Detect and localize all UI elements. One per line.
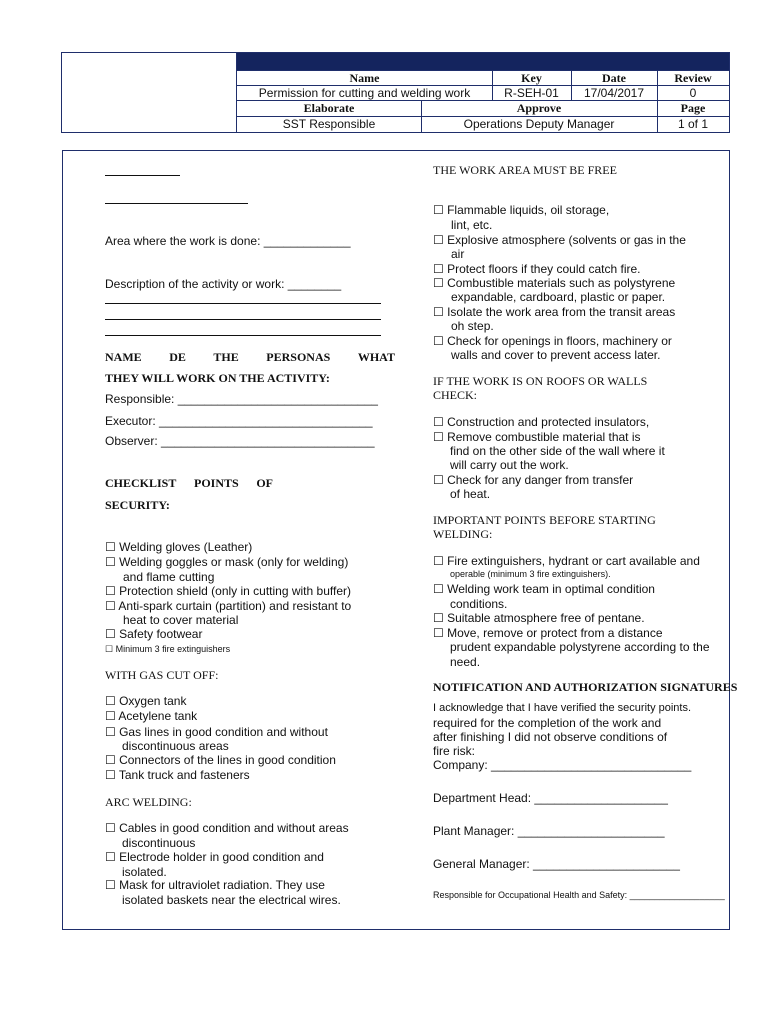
blank-line[interactable] xyxy=(105,203,248,204)
free-area-item-continued: lint, etc. xyxy=(451,218,493,232)
arc-item[interactable]: ☐ Mask for ultraviolet radiation. They use xyxy=(105,878,325,892)
description-line[interactable] xyxy=(105,319,381,320)
checklist-heading-word: POINTS xyxy=(194,476,239,490)
important-heading-line2: WELDING: xyxy=(433,527,493,541)
checklist-item[interactable]: ☐ Protection shield (only in cutting with buffer) xyxy=(105,584,351,598)
observer-field[interactable]: Observer: ________________________________ xyxy=(105,434,375,448)
checklist-item[interactable]: ☐ Safety footwear xyxy=(105,627,203,641)
checklist-heading-word: OF xyxy=(256,476,273,490)
header-band xyxy=(237,53,729,71)
important-item-continued: conditions. xyxy=(450,597,508,611)
important-item[interactable]: ☐ Welding work team in optimal condition xyxy=(433,582,655,596)
important-item[interactable]: ☐ Suitable atmosphere free of pentane. xyxy=(433,611,645,625)
general-manager-signature-field[interactable]: General Manager: ______________________ xyxy=(433,857,680,871)
description-field[interactable]: Description of the activity or work: ________ xyxy=(105,277,342,291)
department-head-signature-field[interactable]: Department Head: ____________________ xyxy=(433,791,668,805)
header-elaborate-value: SST Responsible xyxy=(282,117,376,131)
header-page-value: 1 of 1 xyxy=(677,117,709,131)
important-item-continued: need. xyxy=(450,655,481,669)
logo-area xyxy=(62,53,237,132)
gas-item[interactable]: ☐ Acetylene tank xyxy=(105,709,198,723)
persons-heading-line2: THEY WILL WORK ON THE ACTIVITY: xyxy=(105,371,330,385)
free-area-item-continued: oh step. xyxy=(451,319,494,333)
header-page-label: Page xyxy=(680,101,706,115)
checklist-heading xyxy=(105,476,273,490)
arc-item[interactable]: ☐ Cables in good condition and without areas xyxy=(105,821,349,835)
responsible-field[interactable]: Responsible: ______________________________ xyxy=(105,392,378,406)
document-header xyxy=(61,52,730,133)
header-key-label: Key xyxy=(521,71,542,85)
free-area-item[interactable]: ☐ Combustible materials such as polystyrene xyxy=(433,276,676,290)
arc-item-continued: isolated. xyxy=(122,865,167,879)
acknowledgement-text: after finishing I did not observe conditions of xyxy=(433,730,668,744)
checklist-item[interactable]: ☐ Minimum 3 fire extinguishers xyxy=(105,644,231,654)
blank-line[interactable] xyxy=(105,175,180,176)
free-area-item[interactable]: ☐ Protect floors if they could catch fire. xyxy=(433,262,641,276)
checklist-heading-word: CHECKLIST xyxy=(105,476,177,490)
important-heading: IMPORTANT POINTS BEFORE STARTING xyxy=(433,513,656,527)
gas-item[interactable]: ☐ Oxygen tank xyxy=(105,694,187,708)
header-approve-value: Operations Deputy Manager xyxy=(463,117,615,131)
important-item[interactable]: ☐ Move, remove or protect from a distance xyxy=(433,626,663,640)
checklist-heading-line2: SECURITY: xyxy=(105,498,170,512)
roofs-item-continued: of heat. xyxy=(450,487,491,501)
checklist-item-continued: and flame cutting xyxy=(123,570,215,584)
checklist-item[interactable]: ☐ Welding gloves (Leather) xyxy=(105,540,253,554)
executor-field[interactable]: Executor: ________________________________ xyxy=(105,414,373,428)
header-elaborate-label: Elaborate xyxy=(303,101,355,115)
notification-heading: NOTIFICATION AND AUTHORIZATION SIGNATURES xyxy=(433,680,738,694)
header-date-value: 17/04/2017 xyxy=(583,86,645,100)
persons-heading-word: NAME xyxy=(105,350,142,364)
arc-item-continued: discontinuous xyxy=(122,836,196,850)
free-area-item[interactable]: ☐ Isolate the work area from the transit areas xyxy=(433,305,676,319)
roofs-item-continued: find on the other side of the wall where it xyxy=(450,444,665,458)
acknowledgement-text: fire risk: xyxy=(433,744,475,758)
persons-heading xyxy=(105,350,395,364)
arc-item[interactable]: ☐ Electrode holder in good condition and xyxy=(105,850,324,864)
gas-item[interactable]: ☐ Tank truck and fasteners xyxy=(105,768,250,782)
free-area-item[interactable]: ☐ Flammable liquids, oil storage, xyxy=(433,203,610,217)
gas-item-continued: discontinuous areas xyxy=(122,739,229,753)
header-name-value: Permission for cutting and welding work xyxy=(258,86,471,100)
gas-item[interactable]: ☐ Connectors of the lines in good condition xyxy=(105,753,336,767)
checklist-item[interactable]: ☐ Welding goggles or mask (only for welding) xyxy=(105,555,349,569)
sst-signature-field[interactable]: Responsible for Occupational Health and Safety: ___________________ xyxy=(433,890,725,900)
gas-heading: WITH GAS CUT OFF: xyxy=(105,668,219,682)
description-line[interactable] xyxy=(105,303,381,304)
free-area-heading: THE WORK AREA MUST BE FREE xyxy=(433,163,617,177)
acknowledgement-text: I acknowledge that I have verified the security points. xyxy=(433,702,692,714)
arc-item-continued: isolated baskets near the electrical wires. xyxy=(122,893,341,907)
roofs-heading: IF THE WORK IS ON ROOFS OR WALLS xyxy=(433,374,648,388)
work-area-field[interactable]: Area where the work is done: _____________ xyxy=(105,234,351,248)
free-area-item[interactable]: ☐ Check for openings in floors, machinery or xyxy=(433,334,672,348)
roofs-heading-line2: CHECK: xyxy=(433,388,478,402)
checklist-item-continued: heat to cover material xyxy=(123,613,239,627)
free-area-item-continued: expandable, cardboard, plastic or paper. xyxy=(451,290,666,304)
free-area-item-continued: walls and cover to prevent access later. xyxy=(451,348,661,362)
important-item-continued: operable (minimum 3 fire extinguishers). xyxy=(450,569,611,579)
header-key-value: R-SEH-01 xyxy=(504,86,559,100)
gas-item[interactable]: ☐ Gas lines in good condition and without xyxy=(105,725,328,739)
roofs-item[interactable]: ☐ Check for any danger from transfer xyxy=(433,473,634,487)
persons-heading-word: THE xyxy=(213,350,239,364)
persons-heading-word: PERSONAS xyxy=(266,350,331,364)
persons-heading-word: WHAT xyxy=(357,350,395,364)
header-approve-label: Approve xyxy=(516,101,562,115)
roofs-item-continued: will carry out the work. xyxy=(450,458,569,472)
persons-heading-word: DE xyxy=(169,350,186,364)
checklist-item[interactable]: ☐ Anti-spark curtain (partition) and resistant to xyxy=(105,599,352,613)
header-review-value: 0 xyxy=(689,86,697,100)
important-item[interactable]: ☐ Fire extinguishers, hydrant or cart available and xyxy=(433,554,700,568)
header-review-label: Review xyxy=(674,71,712,85)
important-item-continued: prudent expandable polystyrene according to the xyxy=(450,640,710,654)
acknowledgement-text: required for the completion of the work and xyxy=(433,716,662,730)
description-line[interactable] xyxy=(105,335,381,336)
roofs-item[interactable]: ☐ Construction and protected insulators, xyxy=(433,415,650,429)
header-date-label: Date xyxy=(602,71,626,85)
plant-manager-signature-field[interactable]: Plant Manager: ______________________ xyxy=(433,824,665,838)
roofs-item[interactable]: ☐ Remove combustible material that is xyxy=(433,430,641,444)
company-signature-field[interactable]: Company: ______________________________ xyxy=(433,758,692,772)
header-name-label: Name xyxy=(349,71,380,85)
free-area-item-continued: air xyxy=(451,247,465,261)
arc-heading: ARC WELDING: xyxy=(105,795,192,809)
free-area-item[interactable]: ☐ Explosive atmosphere (solvents or gas in the xyxy=(433,233,686,247)
